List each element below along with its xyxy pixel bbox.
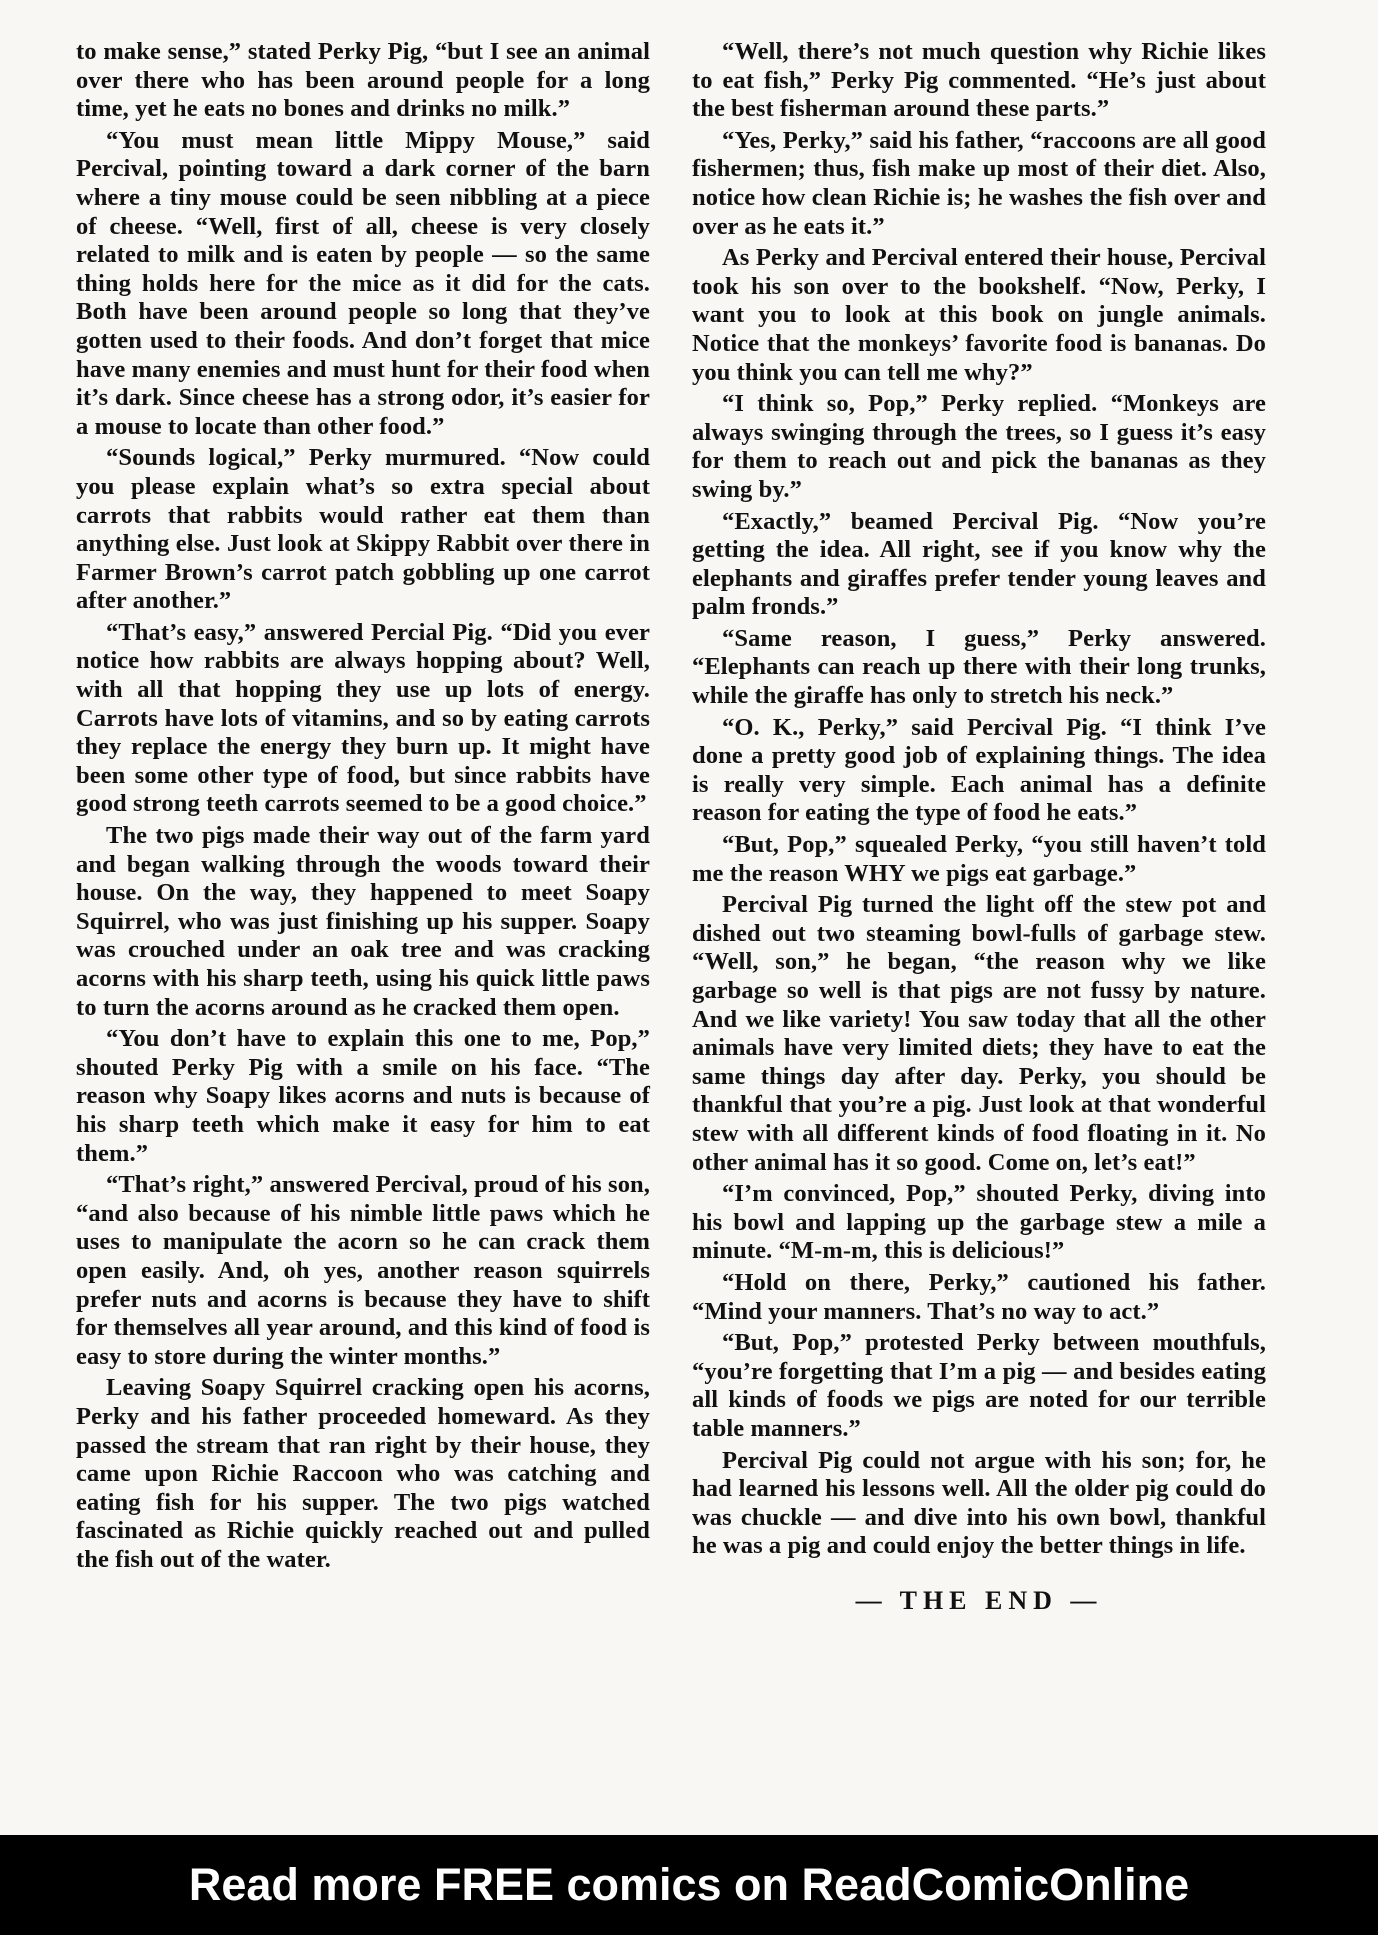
- banner-text[interactable]: Read more FREE comics on ReadComicOnline: [188, 1859, 1190, 1910]
- paragraph: “I think so, Pop,” Perky replied. “Monkeys are always swinging through the trees, so I guess it’s easy for them to reach out and pick the bananas as they swing by.”: [692, 390, 1266, 503]
- paragraph: The two pigs made their way out of the farm yard and began walking through the woods toward their house. On the way, they happened to meet Soapy Squirrel, who was just finishing up his supper. Soapy was crouched under an oak tree and was cracking acorns with his sharp teeth, using his quick little paws to turn the acorns around as he cracked them open.: [76, 822, 650, 1021]
- paragraph: “Exactly,” beamed Percival Pig. “Now you’re getting the idea. All right, see if you know why the elephants and giraffes prefer tender young leaves and palm fronds.”: [692, 507, 1266, 621]
- paragraph: Percival Pig could not argue with his son; for, he had learned his lessons well. All the older pig could do was chuckle — and dive into his own bowl, thankful he was a pig and could enjoy the better things in life.: [692, 1446, 1266, 1560]
- paragraph: “O. K., Perky,” said Percival Pig. “I think I’ve done a pretty good job of explaining things. The idea is really very simple. Each animal has a definite reason for eating the type of food he eats.”: [692, 713, 1266, 827]
- the-end-mark: — THE END —: [855, 1585, 1103, 1615]
- paragraph: “Yes, Perky,” said his father, “raccoons are all good fishermen; thus, fish make up most of their diet. Also, notice how clean Richie is; he washes the fish over and over as he eats it.”: [692, 126, 1266, 240]
- paragraph: “Well, there’s not much question why Richie likes to eat fish,” Perky Pig commented. “He’s just about the best fisherman around these parts.”: [692, 38, 1266, 123]
- paragraph: As Perky and Percival entered their house, Percival took his son over to the bookshelf. “Now, Perky, I want you to look at this book on jungle animals. Notice that the monkeys’ favorite food is bananas. Do you think you can tell me why?”: [692, 244, 1266, 386]
- paragraph: “I’m convinced, Pop,” shouted Perky, diving into his bowl and lapping up the garbage stew a mile a minute. “M-m-m, this is delicious!”: [692, 1180, 1266, 1265]
- paragraph: “That’s easy,” answered Percial Pig. “Did you ever notice how rabbits are always hopping about? Well, with all that hopping they use up lots of energy. Carrots have lots of vitamins, and so by eating carrots they replace the energy they burn up. It might have been some other type of food, but since rabbits have good strong teeth carrots seemed to be a good choice.”: [76, 618, 650, 818]
- left-column: [76, 38, 650, 1577]
- paragraph: “You don’t have to explain this one to me, Pop,” shouted Perky Pig with a smile on his face. “The reason why Soapy likes acorns and nuts is because of his sharp teeth which make it easy for him to eat them.”: [76, 1025, 650, 1167]
- paragraph: “But, Pop,” squealed Perky, “you still haven’t told me the reason WHY we pigs eat garbage.”: [692, 831, 1266, 887]
- paragraph: “Same reason, I guess,” Perky answered. “Elephants can reach up there with their long trunks, while the giraffe has only to stretch his neck.”: [692, 624, 1266, 710]
- promo-banner[interactable]: [0, 1835, 1378, 1935]
- paragraph: “Sounds logical,” Perky murmured. “Now could you please explain what’s so extra special about carrots that rabbits would rather eat them than anything else. Just look at Skippy Rabbit over there in Farmer Brown’s carrot patch gobbling up one carrot after another.”: [76, 444, 650, 615]
- paragraph: to make sense,” stated Perky Pig, “but I see an animal over there who has been around people for a long time, yet he eats no bones and drinks no milk.”: [76, 38, 650, 123]
- paragraph: “Hold on there, Perky,” cautioned his father. “Mind your manners. That’s no way to act.”: [692, 1268, 1266, 1325]
- paragraph: Leaving Soapy Squirrel cracking open his acorns, Perky and his father proceeded homeward. As they passed the stream that ran right by their house, they came upon Richie Raccoon who was catching and eating fish for his supper. The two pigs watched fascinated as Richie quickly reached out and pulled the fish out of the water.: [76, 1374, 650, 1573]
- paragraph: “That’s right,” answered Percival, proud of his son, “and also because of his nimble little paws which he uses to manipulate the acorn so he can crack them open easily. And, oh yes, another reason squirrels prefer nuts and acorns is because they have to shift for themselves all year around, and this kind of food is easy to store during the winter months.”: [76, 1171, 650, 1370]
- right-column: [692, 38, 1266, 1615]
- paragraph: “You must mean little Mippy Mouse,” said Percival, pointing toward a dark corner of the barn where a tiny mouse could be seen nibbling at a piece of cheese. “Well, first of all, cheese is very closely related to milk and is eaten by people — so the same thing holds here for the mice as it did for the cats. Both have been around people so long that they’ve gotten used to their foods. And don’t forget that mice have many enemies and must hunt for their food when it’s dark. Since cheese has a strong odor, it’s easier for a mouse to locate than other food.”: [76, 126, 650, 440]
- paragraph: “But, Pop,” protested Perky between mouthfuls, “you’re forgetting that I’m a pig — and besides eating all kinds of foods we pigs are noted for our terrible table manners.”: [692, 1329, 1266, 1442]
- paragraph: Percival Pig turned the light off the stew pot and dished out two steaming bowl-fulls of garbage stew. “Well, son,” he began, “the reason why we like garbage so well is that pigs are not fussy by nature. And we like variety! You saw today that all the other animals have very limited diets; they have to eat the same things day after day. Perky, you should be thankful that you’re a pig. Just look at that wonderful stew with all different kinds of food floating in it. No other animal has it so good. Come on, let’s eat!”: [692, 891, 1266, 1176]
